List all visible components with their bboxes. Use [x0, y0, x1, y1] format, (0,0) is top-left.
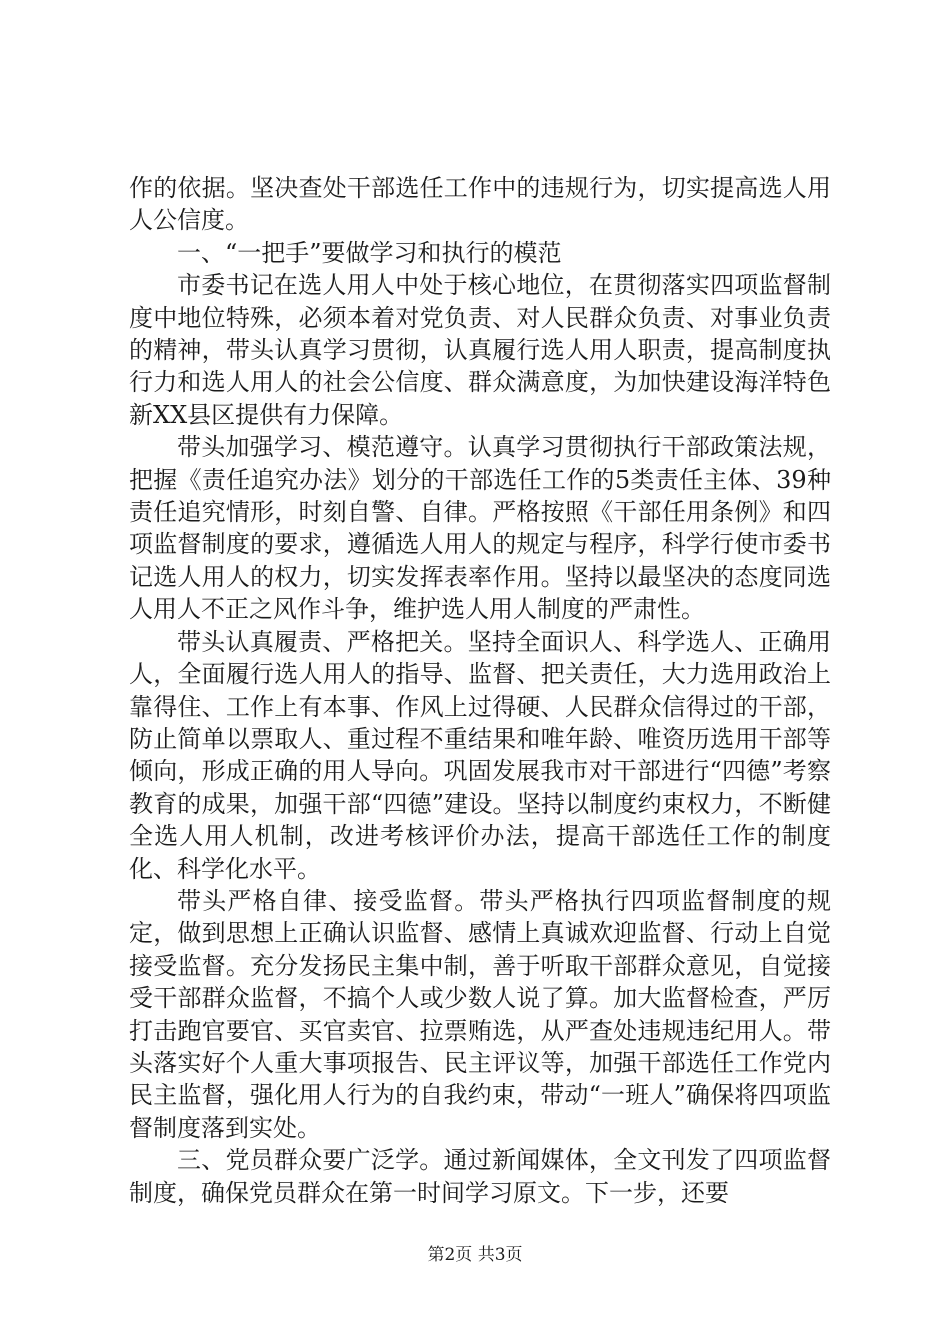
paragraph: 带头认真履责、严格把关。坚持全面识人、科学选人、正确用人，全面履行选人用人的指导、监督、把关责任，大力选用政治上靠得住、工作上有本事、作风上过得硬、人民群众信得过的干部，防止简单以票取人、重过程不重结果和唯年龄、唯资历选用干部等倾向，形成正确的用人导向。巩固发展我市对干部进行“四德”考察教育的成果，加强干部“四德”建设。坚持以制度约束权力，不断健全选人用人机制，改进考核评价办法，提高干部选任工作的制度化、科学化水平。	[129, 627, 831, 883]
paragraph: 市委书记在选人用人中处于核心地位，在贯彻落实四项监督制度中地位特殊，必须本着对党负责、对人民群众负责、对事业负责的精神，带头认真学习贯彻，认真履行选人用人职责，提高制度执行力和选人用人的社会公信度、群众满意度，为加快建设海洋特色新XX县区提供有力保障。	[129, 271, 831, 429]
paragraph: 带头加强学习、模范遵守。认真学习贯彻执行干部政策法规，把握《责任追究办法》划分的干部选任工作的5类责任主体、39种责任追究情形，时刻自警、自律。严格按照《干部任用条例》和四项监督制度的要求，遵循选人用人的规定与程序，科学行使市委书记选人用人的权力，切实发挥表率作用。坚持以最坚决的态度同选人用人不正之风作斗争，维护选人用人制度的严肃性。	[129, 433, 831, 624]
page-footer: 第2页 共3页	[427, 1245, 523, 1265]
paragraph: 三、党员群众要广泛学。通过新闻媒体，全文刊发了四项监督制度，确保党员群众在第一时间学习原文。下一步，还要	[129, 1146, 831, 1207]
section-heading: 一、“一把手”要做学习和执行的模范	[177, 238, 562, 267]
paragraph-continued: 作的依据。坚决查处干部选任工作中的违规行为，切实提高选人用人公信度。	[129, 174, 831, 235]
paragraph: 带头严格自律、接受监督。带头严格执行四项监督制度的规定，做到思想上正确认识监督、感情上真诚欢迎监督、行动上自觉接受监督。充分发扬民主集中制，善于听取干部群众意见，自觉接受干部群众监督，不搞个人或少数人说了算。加大监督检查，严厉打击跑官要官、买官卖官、拉票贿选，从严查处违规违纪用人。带头落实好个人重大事项报告、民主评议等，加强干部选任工作党内民主监督，强化用人行为的自我约束，带动“一班人”确保将四项监督制度落到实处。	[129, 886, 831, 1142]
document-body	[129, 172, 831, 1209]
